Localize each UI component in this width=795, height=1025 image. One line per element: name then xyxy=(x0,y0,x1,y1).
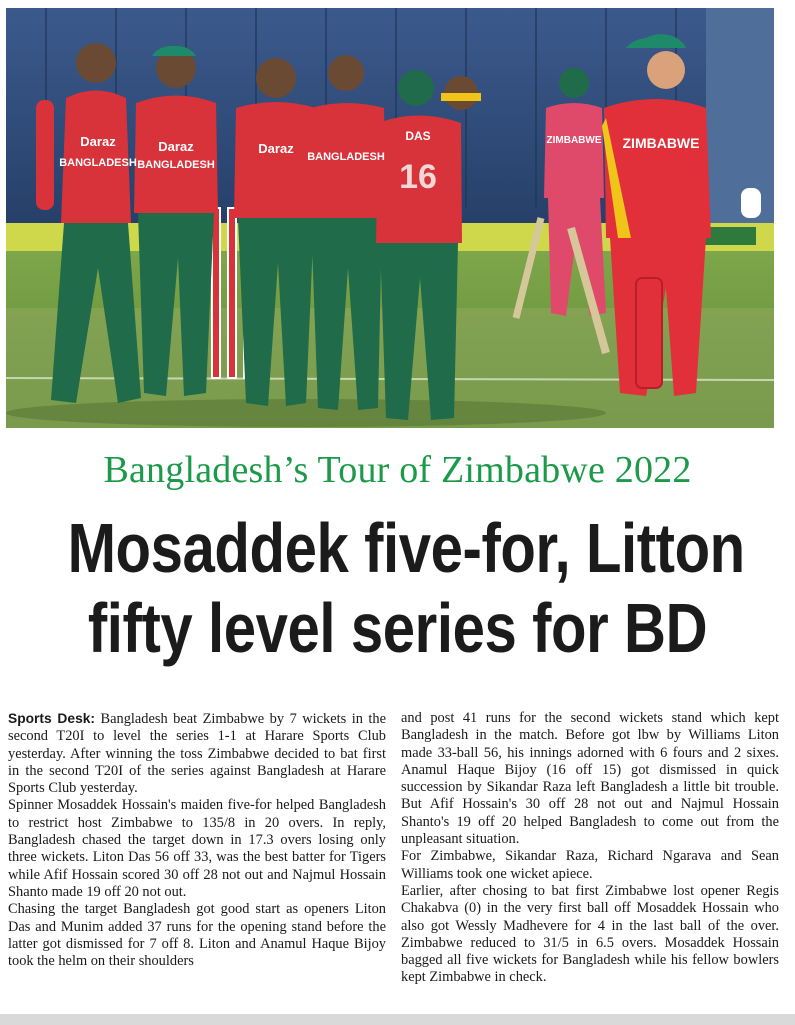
article-paragraph: Spinner Mosaddek Hossain's maiden five-for helped Bangladesh to restrict host Zimbabwe to 135/8 in 20 overs. In reply, Bangladesh chased the target down in 17.3 overs losing only three wickets. Liton Das 56 off 33, was the best batter for Tigers while Afif Hossain scored 30 off 28 not out and Najmul Hossain Shanto made 19 off 20 not out. xyxy=(8,797,386,900)
jersey-text: BANGLADESH xyxy=(307,151,385,163)
section-kicker: Bangladesh’s Tour of Zimbabwe 2022 xyxy=(103,449,692,491)
jersey-text: BANGLADESH xyxy=(59,157,137,169)
article-paragraph xyxy=(8,710,386,797)
article-column-right xyxy=(401,710,779,987)
article-paragraph: Earlier, after chosing to bat first Zimbabwe lost opener Regis Chakabva (0) in the very first ball off Mosaddek Hossain who also got Wessly Madhevere for 4 in the last ball of the over. Zimbabwe reduced to 31/5 in 6.5 overs. Mosaddek Hossain bagged all five wickets for Bangladesh while his fellow bowlers kept Zimbabwe in check. xyxy=(401,882,779,986)
article-paragraph: For Zimbabwe, Sikandar Raza, Richard Ngarava and Sean Williams took one wicket apiece. xyxy=(401,848,779,882)
cricket-celebration-photo xyxy=(6,8,774,428)
headline xyxy=(67,508,745,668)
headline-line-2: fifty level series for BD xyxy=(87,589,708,667)
jersey-text: BANGLADESH xyxy=(137,159,215,171)
jersey-text: ZIMBABWE xyxy=(546,135,602,146)
article-photo xyxy=(6,8,774,428)
byline: Sports Desk: xyxy=(8,711,96,726)
article-column-left xyxy=(8,710,386,970)
jersey-text: Daraz xyxy=(158,139,194,154)
jersey-text: ZIMBABWE xyxy=(622,135,700,151)
paragraph-text: Bangladesh beat Zimbabwe by 7 wickets in the second T20I to level the series 1-1 at Harare Sports Club yesterday. After winning the toss Zimbabwe decided to bat first in the second T20I of the series against Bangladesh at Harare Sports Club yesterday. xyxy=(8,711,386,797)
article-paragraph: and post 41 runs for the second wickets stand which kept Bangladesh in the match. Before got lbw by Williams Liton made 33-ball 56, his innings adorned with 6 fours and 2 sixes. Anamul Haque Bijoy (16 off 15) got dismissed in quick succession by Sikandar Raza left Bangladesh a little bit trouble. But Afif Hossain's 30 off 28 not out and Najmul Hossain Shanto's 19 off 20 helped Bangladesh to come out from the unpleasant situation. xyxy=(401,710,779,848)
jersey-text: Daraz xyxy=(80,134,116,149)
jersey-number: 16 xyxy=(399,158,437,196)
jersey-text: DAS xyxy=(405,129,431,143)
jersey-text: Daraz xyxy=(258,141,294,156)
article-paragraph: Chasing the target Bangladesh got good start as openers Liton Das and Munim added 37 runs for the opening stand before the latter got dismissed for 7 off 8. Liton and Anamul Haque Bijoy took the helm on their shoulders xyxy=(8,901,386,970)
headline-line-1: Mosaddek five-for, Litton xyxy=(67,509,745,587)
page-footer-bar xyxy=(0,1014,795,1025)
